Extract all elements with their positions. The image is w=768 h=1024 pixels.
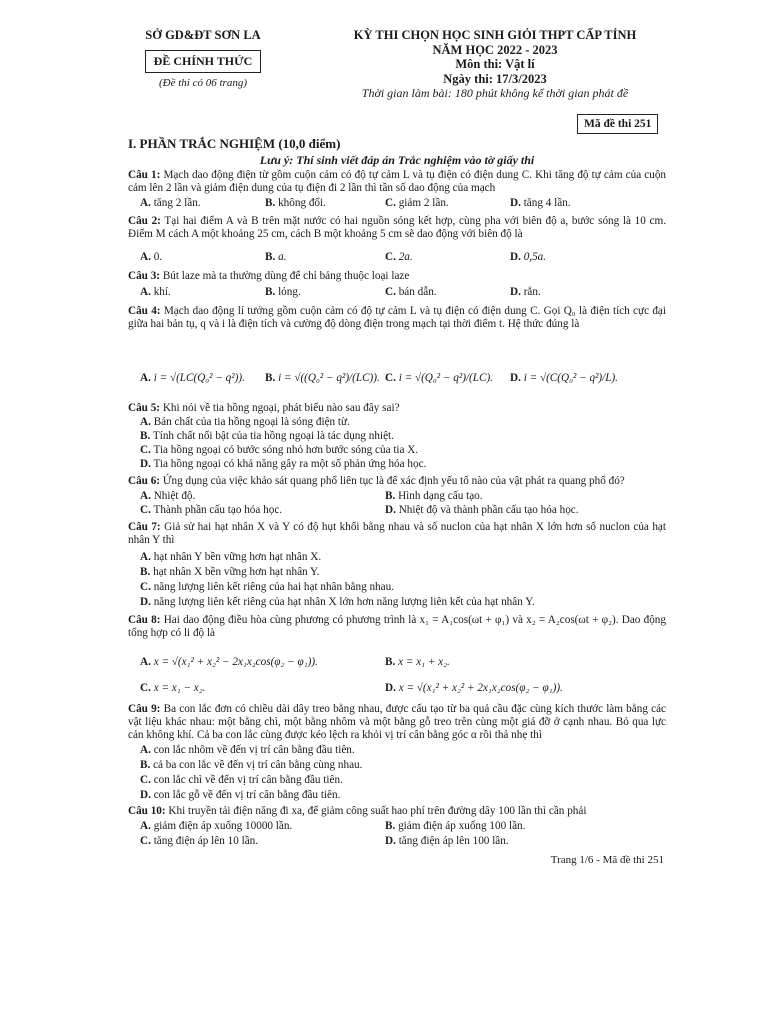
department-name: SỞ GD&ĐT SƠN LA	[145, 28, 261, 42]
question-3	[128, 270, 666, 283]
page-footer: Trang 1/6 - Mã đề thi 251	[550, 854, 664, 866]
question-6	[128, 475, 666, 488]
formula: x = √(x₁² + x₂² − 2x₁x₂cos(φ₂ − φ₁)).	[153, 656, 318, 668]
question-text: Mạch dao động lí tưởng gồm cuộn cảm có độ tự cảm L và tụ điện có điện dung C. Gọi Q₀ là điện tích cực đại giữa hai bản tụ, q và i là điện tích và cường độ dòng điện trong mạch tại thời điểm t. Hệ thức đúng là	[128, 305, 667, 331]
question-10	[128, 805, 666, 818]
option-d: D. tăng điện áp lên 100 lần.	[385, 835, 509, 847]
question-2	[128, 215, 666, 241]
option-d: D. x = √(x₁² + x₂² + 2x₁x₂cos(φ₂ − φ₁)).	[385, 682, 563, 694]
formula: x = √(x₁² + x₂² + 2x₁x₂cos(φ₂ − φ₁)).	[398, 682, 563, 694]
option-d: D. Tia hồng ngoại có khả năng gây ra một số phản ứng hóa học.	[140, 458, 427, 470]
option-d: D. rắn.	[510, 286, 541, 298]
question-text: Giả sử hai hạt nhân X và Y có độ hụt khối bằng nhau và số nuclon của hạt nhân X lớn hơn số nuclon của hạt nhân Y thì	[128, 521, 667, 547]
exam-title: KỲ THI CHỌN HỌC SINH GIỎI THPT CẤP TỈNH	[353, 28, 637, 42]
question-number: Câu 2:	[128, 215, 161, 227]
option-c: C. 2a.	[385, 251, 413, 263]
option-b: B. cả ba con lắc về đến vị trí cân bằng cùng nhau.	[140, 759, 363, 771]
question-text: Mạch dao động điện từ gồm cuộn cảm có độ tự cảm L và tụ điện có điện dung C. Khi tăng độ tự cảm của cuộn cảm lên 2 lần và giảm điện dung của tụ điện đi 2 lần thì tần số dao động của mạch	[128, 169, 667, 195]
option-a: A. i = √(LC(Q₀² − q²)).	[140, 372, 245, 384]
question-number: Câu 8:	[128, 614, 161, 626]
option-a: A. tăng 2 lần.	[140, 197, 201, 209]
question-text: Ứng dụng của việc khảo sát quang phổ liên tục là để xác định yếu tố nào của vật phát ra quang phổ đó?	[162, 475, 625, 487]
option-a: A. Bản chất của tia hồng ngoại là sóng điện từ.	[140, 416, 350, 428]
option-d: D. Nhiệt độ và thành phần cấu tạo hóa học.	[385, 504, 579, 516]
option-c: C. giảm 2 lần.	[385, 197, 449, 209]
section-note: Lưu ý: Thí sinh viết đáp án Trắc nghiệm vào tờ giấy thi	[259, 153, 535, 167]
option-a: A. con lắc nhôm về đến vị trí cân bằng đầu tiên.	[140, 744, 355, 756]
question-text: Hai dao động điều hòa cùng phương có phương trình là x₁ = A₁cos(ωt + φ₁) và x₂ = A₂cos(ωt + φ₂). Dao động tổng hợp có li độ là	[128, 614, 666, 640]
option-d: D. năng lượng liên kết riêng của hạt nhân X lớn hơn năng lượng liên kết của hạt nhân Y.	[140, 596, 535, 608]
subject: Môn thi: Vật lí	[455, 57, 535, 71]
exam-code-box: Mã đề thi 251	[577, 114, 658, 134]
question-1	[128, 169, 666, 195]
option-c: C. Tia hồng ngoại có bước sóng nhỏ hơn bước sóng của tia X.	[140, 444, 419, 456]
question-9	[128, 703, 666, 743]
option-a: A. khí.	[140, 286, 171, 298]
formula: i = √((Q₀² − q²)/(LC)).	[278, 372, 380, 384]
school-year: NĂM HỌC 2022 - 2023	[432, 42, 558, 57]
option-a: A. Nhiệt độ.	[140, 490, 196, 502]
formula: x = x₁ − x₂.	[153, 682, 206, 694]
question-number: Câu 6:	[128, 475, 161, 487]
question-number: Câu 1:	[128, 169, 161, 181]
section-title: I. PHẦN TRẮC NGHIỆM (10,0 điểm)	[128, 136, 341, 151]
option-c: C. x = x₁ − x₂.	[140, 682, 206, 694]
page-count-note: (Đề thi có 06 trang)	[159, 77, 247, 89]
question-number: Câu 9:	[128, 703, 161, 715]
question-number: Câu 7:	[128, 521, 161, 533]
option-a: A. giảm điện áp xuống 10000 lần.	[140, 820, 293, 832]
formula: i = √(Q₀² − q²)/(LC).	[398, 372, 493, 384]
question-text: Tại hai điểm A và B trên mặt nước có hai nguồn sóng kết hợp, cùng pha với biên độ a, bước sóng là 10 cm. Điểm M cách A một khoảng 25 cm, cách B một khoảng 5 cm sẽ dao động với biên độ là	[128, 215, 666, 241]
question-text: Bút laze mà ta thường dùng để chỉ bảng thuộc loại laze	[162, 270, 410, 282]
option-b: B. giảm điện áp xuống 100 lần.	[385, 820, 526, 832]
option-b: B. không đổi.	[265, 197, 326, 209]
option-d: D. 0,5a.	[510, 251, 547, 263]
formula: i = √(C(Q₀² − q²)/L).	[523, 372, 618, 384]
question-number: Câu 5:	[128, 402, 161, 414]
question-number: Câu 4:	[128, 305, 161, 317]
option-b: B. lỏng.	[265, 286, 301, 298]
formula: i = √(LC(Q₀² − q²)).	[153, 372, 245, 384]
option-c: C. Thành phần cấu tạo hóa học.	[140, 504, 283, 516]
option-a: A. 0.	[140, 251, 163, 263]
header-right	[300, 28, 690, 101]
option-d: D. tăng 4 lần.	[510, 197, 571, 209]
question-7	[128, 521, 666, 547]
time-limit: Thời gian làm bài: 180 phút không kể thời gian phát đề	[361, 86, 629, 100]
option-d: D. i = √(C(Q₀² − q²)/L).	[510, 372, 618, 384]
formula: x = x₁ + x₂.	[398, 656, 450, 668]
option-c: C. con lắc chì về đến vị trí cân bằng đầu tiên.	[140, 774, 343, 786]
question-4	[128, 305, 666, 331]
exam-date: Ngày thi: 17/3/2023	[443, 71, 547, 86]
official-badge: ĐỀ CHÍNH THỨC	[145, 50, 262, 73]
question-text: Ba con lắc đơn có chiều dài dây treo bằng nhau, được cấu tạo từ ba quả cầu đặc cùng kích thước làm bằng các vật liệu khác nhau: một bằng chì, một bằng nhôm và một bằng gỗ treo trên cùng một giá đỡ ở cạnh nhau. Bỏ qua lực cản không khí. Cả ba con lắc cùng được kéo lệch ra khỏi vị trí cân bằng góc α rồi thả nhẹ thì	[128, 703, 667, 742]
option-c: C. bán dẫn.	[385, 286, 437, 298]
option-b: B. Hình dạng cấu tạo.	[385, 490, 483, 502]
question-text: Khi truyền tải điện năng đi xa, để giảm công suất hao phí trên đường dây 100 lần thì cần phải	[168, 805, 587, 817]
header-left	[128, 28, 278, 89]
question-5	[128, 402, 666, 415]
option-d: D. con lắc gỗ về đến vị trí cân bằng đầu tiên.	[140, 789, 341, 801]
question-number: Câu 10:	[128, 805, 166, 817]
option-b: B. a.	[265, 251, 287, 263]
question-text: Khi nói về tia hồng ngoại, phát biểu nào sau đây sai?	[162, 402, 400, 414]
option-a: A. x = √(x₁² + x₂² − 2x₁x₂cos(φ₂ − φ₁)).	[140, 656, 318, 668]
question-8	[128, 614, 666, 640]
option-b: B. Tính chất nổi bật của tia hồng ngoại là tác dụng nhiệt.	[140, 430, 394, 442]
option-b: B. i = √((Q₀² − q²)/(LC)).	[265, 372, 380, 384]
option-b: B. hạt nhân X bền vững hơn hạt nhân Y.	[140, 566, 320, 578]
option-c: C. i = √(Q₀² − q²)/(LC).	[385, 372, 493, 384]
option-c: C. năng lượng liên kết riêng của hai hạt nhân bằng nhau.	[140, 581, 395, 593]
option-a: A. hạt nhân Y bền vững hơn hạt nhân X.	[140, 551, 322, 563]
option-b: B. x = x₁ + x₂.	[385, 656, 450, 668]
question-number: Câu 3:	[128, 270, 161, 282]
option-c: C. tăng điện áp lên 10 lần.	[140, 835, 259, 847]
